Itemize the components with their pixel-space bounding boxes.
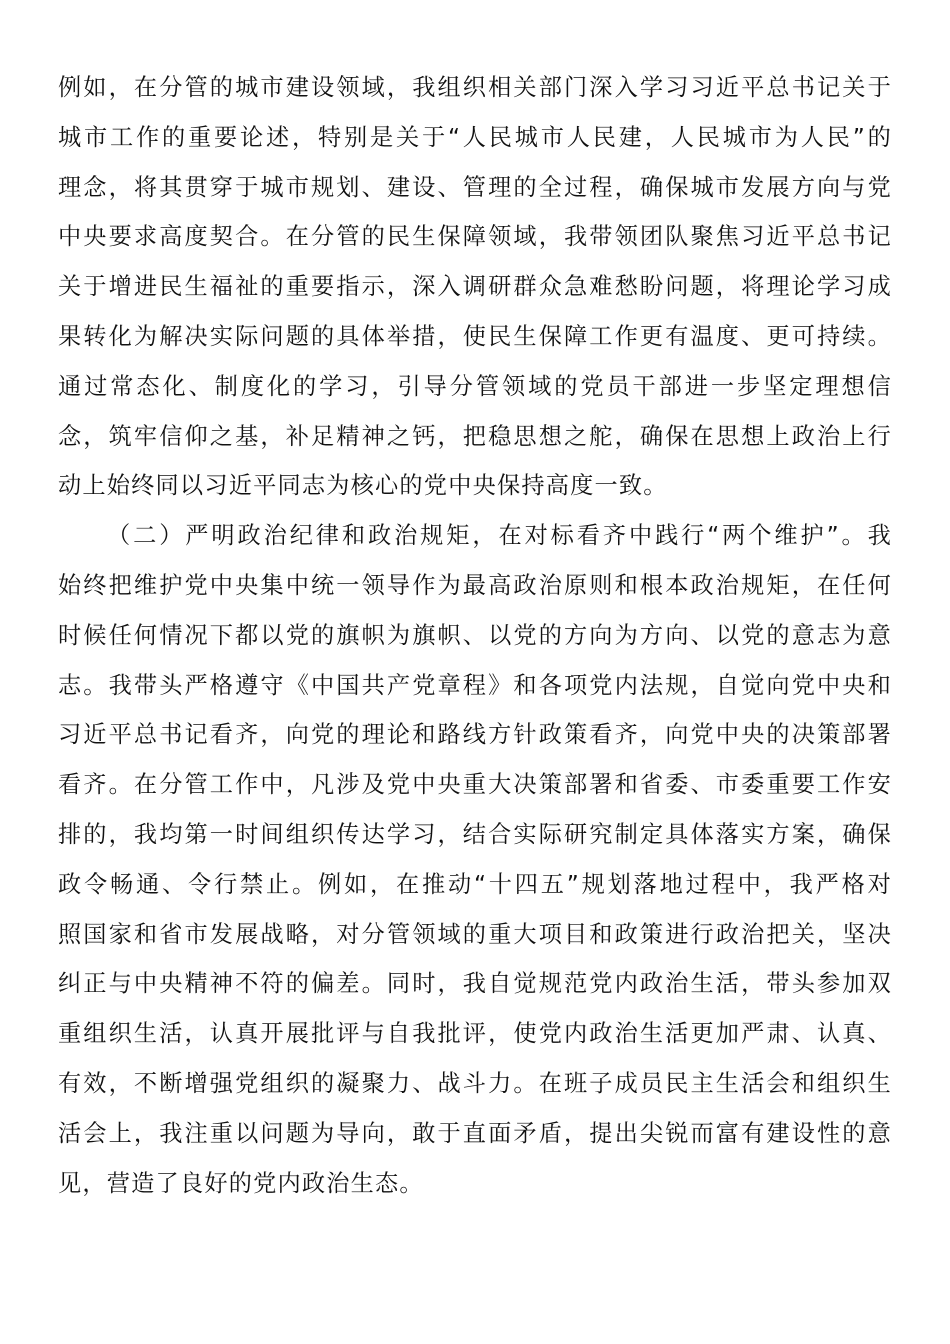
paragraph-continuation <box>58 63 892 511</box>
text-line: 念，筑牢信仰之基，补足精神之钙，把稳思想之舵，确保在思想上政治上行 <box>58 422 892 450</box>
text-line: 果转化为解决实际问题的具体举措，使民生保障工作更有温度、更可持续。 <box>58 322 892 350</box>
text-line: 志。我带头严格遵守《中国共产党章程》和各项党内法规，自觉向党中央和 <box>58 671 892 699</box>
text-line: 动上始终同以习近平同志为核心的党中央保持高度一致。 <box>58 472 668 500</box>
text-line: 习近平总书记看齐，向党的理论和路线方针政策看齐，向党中央的决策部署 <box>58 721 892 749</box>
text-line: 政令畅通、令行禁止。例如，在推动“十四五”规划落地过程中，我严格对 <box>58 870 892 898</box>
text-line: 始终把维护党中央集中统一领导作为最高政治原则和根本政治规矩，在任何 <box>58 571 892 599</box>
text-line: 城市工作的重要论述，特别是关于“人民城市人民建，人民城市为人民”的 <box>58 123 892 151</box>
text-line: 照国家和省市发展战略，对分管领域的重大项目和政策进行政治把关，坚决 <box>58 920 892 948</box>
text-line: 见，营造了良好的党内政治生态。 <box>58 1169 424 1197</box>
text-line: 有效，不断增强党组织的凝聚力、战斗力。在班子成员民主生活会和组织生 <box>58 1069 892 1097</box>
text-line: 时候任何情况下都以党的旗帜为旗帜、以党的方向为方向、以党的意志为意 <box>58 621 892 649</box>
text-line: 重组织生活，认真开展批评与自我批评，使党内政治生活更加严肃、认真、 <box>58 1020 892 1048</box>
text-line: 通过常态化、制度化的学习，引导分管领域的党员干部进一步坚定理想信 <box>58 372 892 400</box>
text-line: 关于增进民生福祉的重要指示，深入调研群众急难愁盼问题，将理论学习成 <box>58 273 892 301</box>
paragraph-section-two <box>58 511 892 1208</box>
text-line: 活会上，我注重以问题为导向，敢于直面矛盾，提出尖锐而富有建设性的意 <box>58 1119 892 1147</box>
document-body <box>58 63 892 1208</box>
section-heading-line: （二）严明政治纪律和政治规矩，在对标看齐中践行“两个维护”。我 <box>107 522 892 550</box>
text-line: 例如，在分管的城市建设领域，我组织相关部门深入学习习近平总书记关于 <box>58 74 892 101</box>
text-line: 中央要求高度契合。在分管的民生保障领域，我带领团队聚焦习近平总书记 <box>58 223 892 251</box>
text-line: 理念，将其贯穿于城市规划、建设、管理的全过程，确保城市发展方向与党 <box>58 173 892 201</box>
text-line: 看齐。在分管工作中，凡涉及党中央重大决策部署和省委、市委重要工作安 <box>58 771 892 799</box>
text-line: 纠正与中央精神不符的偏差。同时，我自觉规范党内政治生活，带头参加双 <box>58 970 892 998</box>
text-line: 排的，我均第一时间组织传达学习，结合实际研究制定具体落实方案，确保 <box>58 820 892 848</box>
